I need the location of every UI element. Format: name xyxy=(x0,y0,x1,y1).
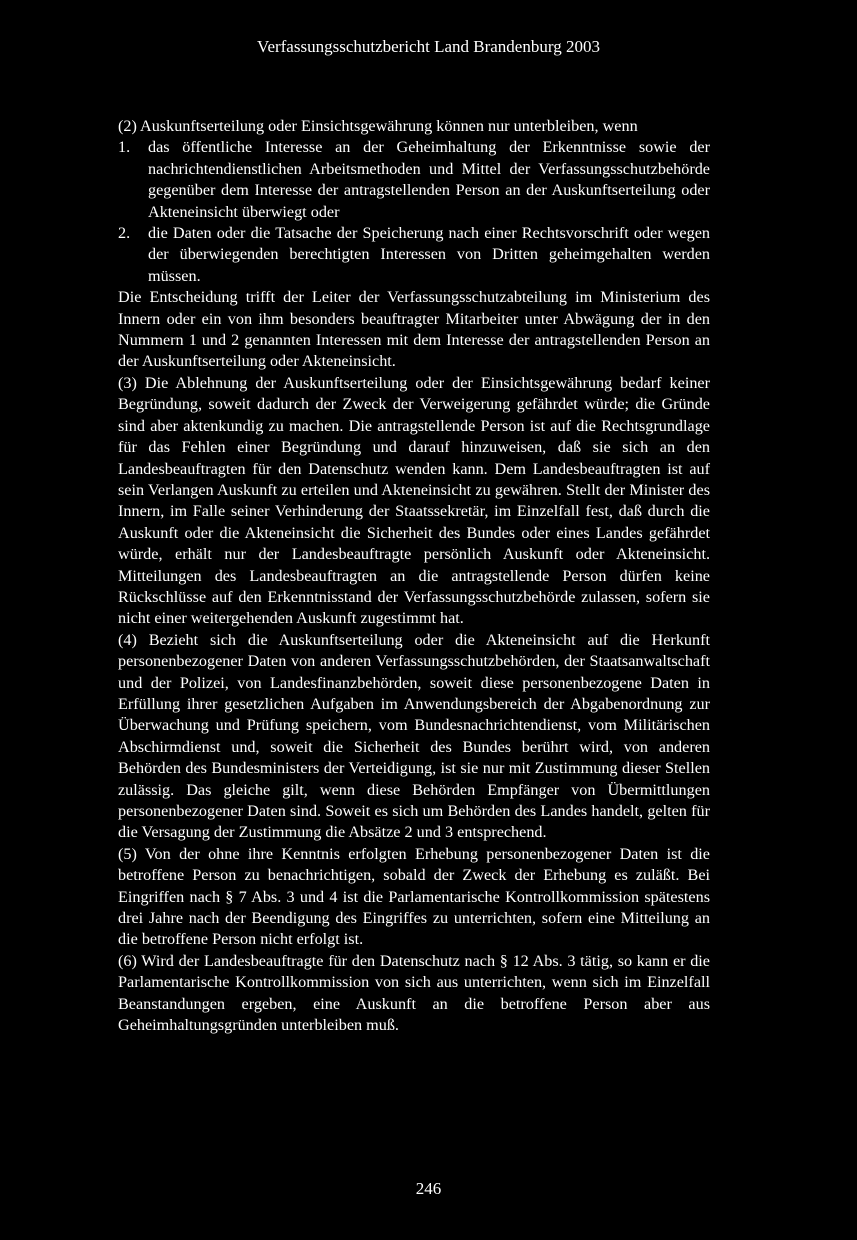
list-item-text: die Daten oder die Tatsache der Speicherung nach einer Rechtsvorschrift oder wegen der überwiegenden berechtigten Interessen von Dritten geheimgehalten werden müssen. xyxy=(148,224,710,285)
paragraph-decision: Die Entscheidung trifft der Leiter der Verfassungsschutzabteilung im Ministerium des Innern oder ein von ihm besonders beauftragter Mitarbeiter unter Abwägung der in den Nummern 1 und 2 genannten Interessen mit dem Interesse der antragstellenden Person an der Auskunftserteilung oder Akteneinsicht. xyxy=(118,288,710,371)
running-header: Verfassungsschutzbericht Land Brandenburg 2003 xyxy=(257,37,600,56)
paragraph-4: (4) Bezieht sich die Auskunftserteilung oder die Akteneinsicht auf die Herkunft personenbezogener Daten von anderen Verfassungsschutzbehörden, der Staatsanwaltschaft und der Polizei, von Landesfinanzbehörden, soweit diese personenbezogene Daten in Erfüllung ihrer gesetzlichen Aufgaben im Anwendungsbereich der Abgabenordnung zur Überwachung und Prüfung speichern, vom Bundesnachrichtendienst, vom Militärischen Abschirmdienst und, soweit die Sicherheit des Bundes berührt wird, von anderen Behörden des Bundesministers der Verteidigung, ist sie nur mit Zustimmung dieser Stellen zulässig. Das gleiche gilt, wenn diese Behörden Empfänger von Übermittlungen personenbezogener Daten sind. Soweit es sich um Behörden des Landes handelt, gelten für die Versagung der Zustimmung die Absätze 2 und 3 entsprechend. xyxy=(118,630,710,842)
page-number: 246 xyxy=(415,1179,442,1198)
list-item xyxy=(118,223,710,287)
list-item-number: 2. xyxy=(118,224,131,243)
paragraph-6: (6) Wird der Landesbeauftragte für den Datenschutz nach § 12 Abs. 3 tätig, so kann er die Parlamentarische Kontrollkommission von sich aus unterrichten, wenn sich im Einzelfall Beanstandungen ergeben, eine Auskunft an die betroffene Person aber aus Geheimhaltungsgründen unterbleiben muß. xyxy=(118,951,710,1035)
paragraph-2-intro: (2) Auskunftserteilung oder Einsichtsgewährung können nur unterbleiben, wenn xyxy=(118,117,638,135)
numbered-list xyxy=(118,137,710,287)
list-item-number: 1. xyxy=(118,138,131,157)
list-item-text: das öffentliche Interesse an der Geheimhaltung der Erkenntnisse sowie der nachrichtendienstlichen Arbeitsmethoden und Mittel der Verfassungsschutzbehörde gegenüber dem Interesse der antragstellenden Person an der Auskunftserteilung oder Akteneinsicht überwiegt oder xyxy=(148,138,710,221)
paragraph-5: (5) Von der ohne ihre Kenntnis erfolgten Erhebung personenbezogener Daten ist die betroffene Person zu benachrichtigen, sobald der Zweck der Erhebung es zuläßt. Bei Eingriffen nach § 7 Abs. 3 und 4 ist die Parlamentarische Kontrollkommission spätestens drei Jahre nach der Beendigung des Eingriffes zu unterrichten, sofern eine Mitteilung an die betroffene Person nicht erfolgt ist. xyxy=(118,844,710,949)
list-item xyxy=(118,137,710,223)
body-text xyxy=(118,116,710,1036)
paragraph-3: (3) Die Ablehnung der Auskunftserteilung oder der Einsichtsgewährung bedarf keiner Begründung, soweit dadurch der Zweck der Verweigerung gefährdet würde; die Gründe sind aber aktenkundig zu machen. Die antragstellende Person ist auf die Rechtsgrundlage für das Fehlen einer Begründung und darauf hinzuweisen, daß sie sich an den Landesbeauftragten für den Datenschutz wenden kann. Dem Landesbeauftragten ist auf sein Verlangen Auskunft zu erteilen und Akteneinsicht zu gewähren. Stellt der Minister des Innern, im Falle seiner Verhinderung der Staatssekretär, im Einzelfall fest, daß durch die Auskunft oder die Akteneinsicht die Sicherheit des Bundes oder eines Landes gefährdet würde, erhält nur der Landesbeauftragte persönlich Auskunft oder Akteneinsicht. Mitteilungen des Landesbeauftragten an die antragstellende Person dürfen keine Rückschlüsse auf den Erkenntnisstand der Verfassungsschutzbehörde zulassen, sofern sie nicht einer weitergehenden Auskunft zugestimmt hat. xyxy=(118,373,710,628)
